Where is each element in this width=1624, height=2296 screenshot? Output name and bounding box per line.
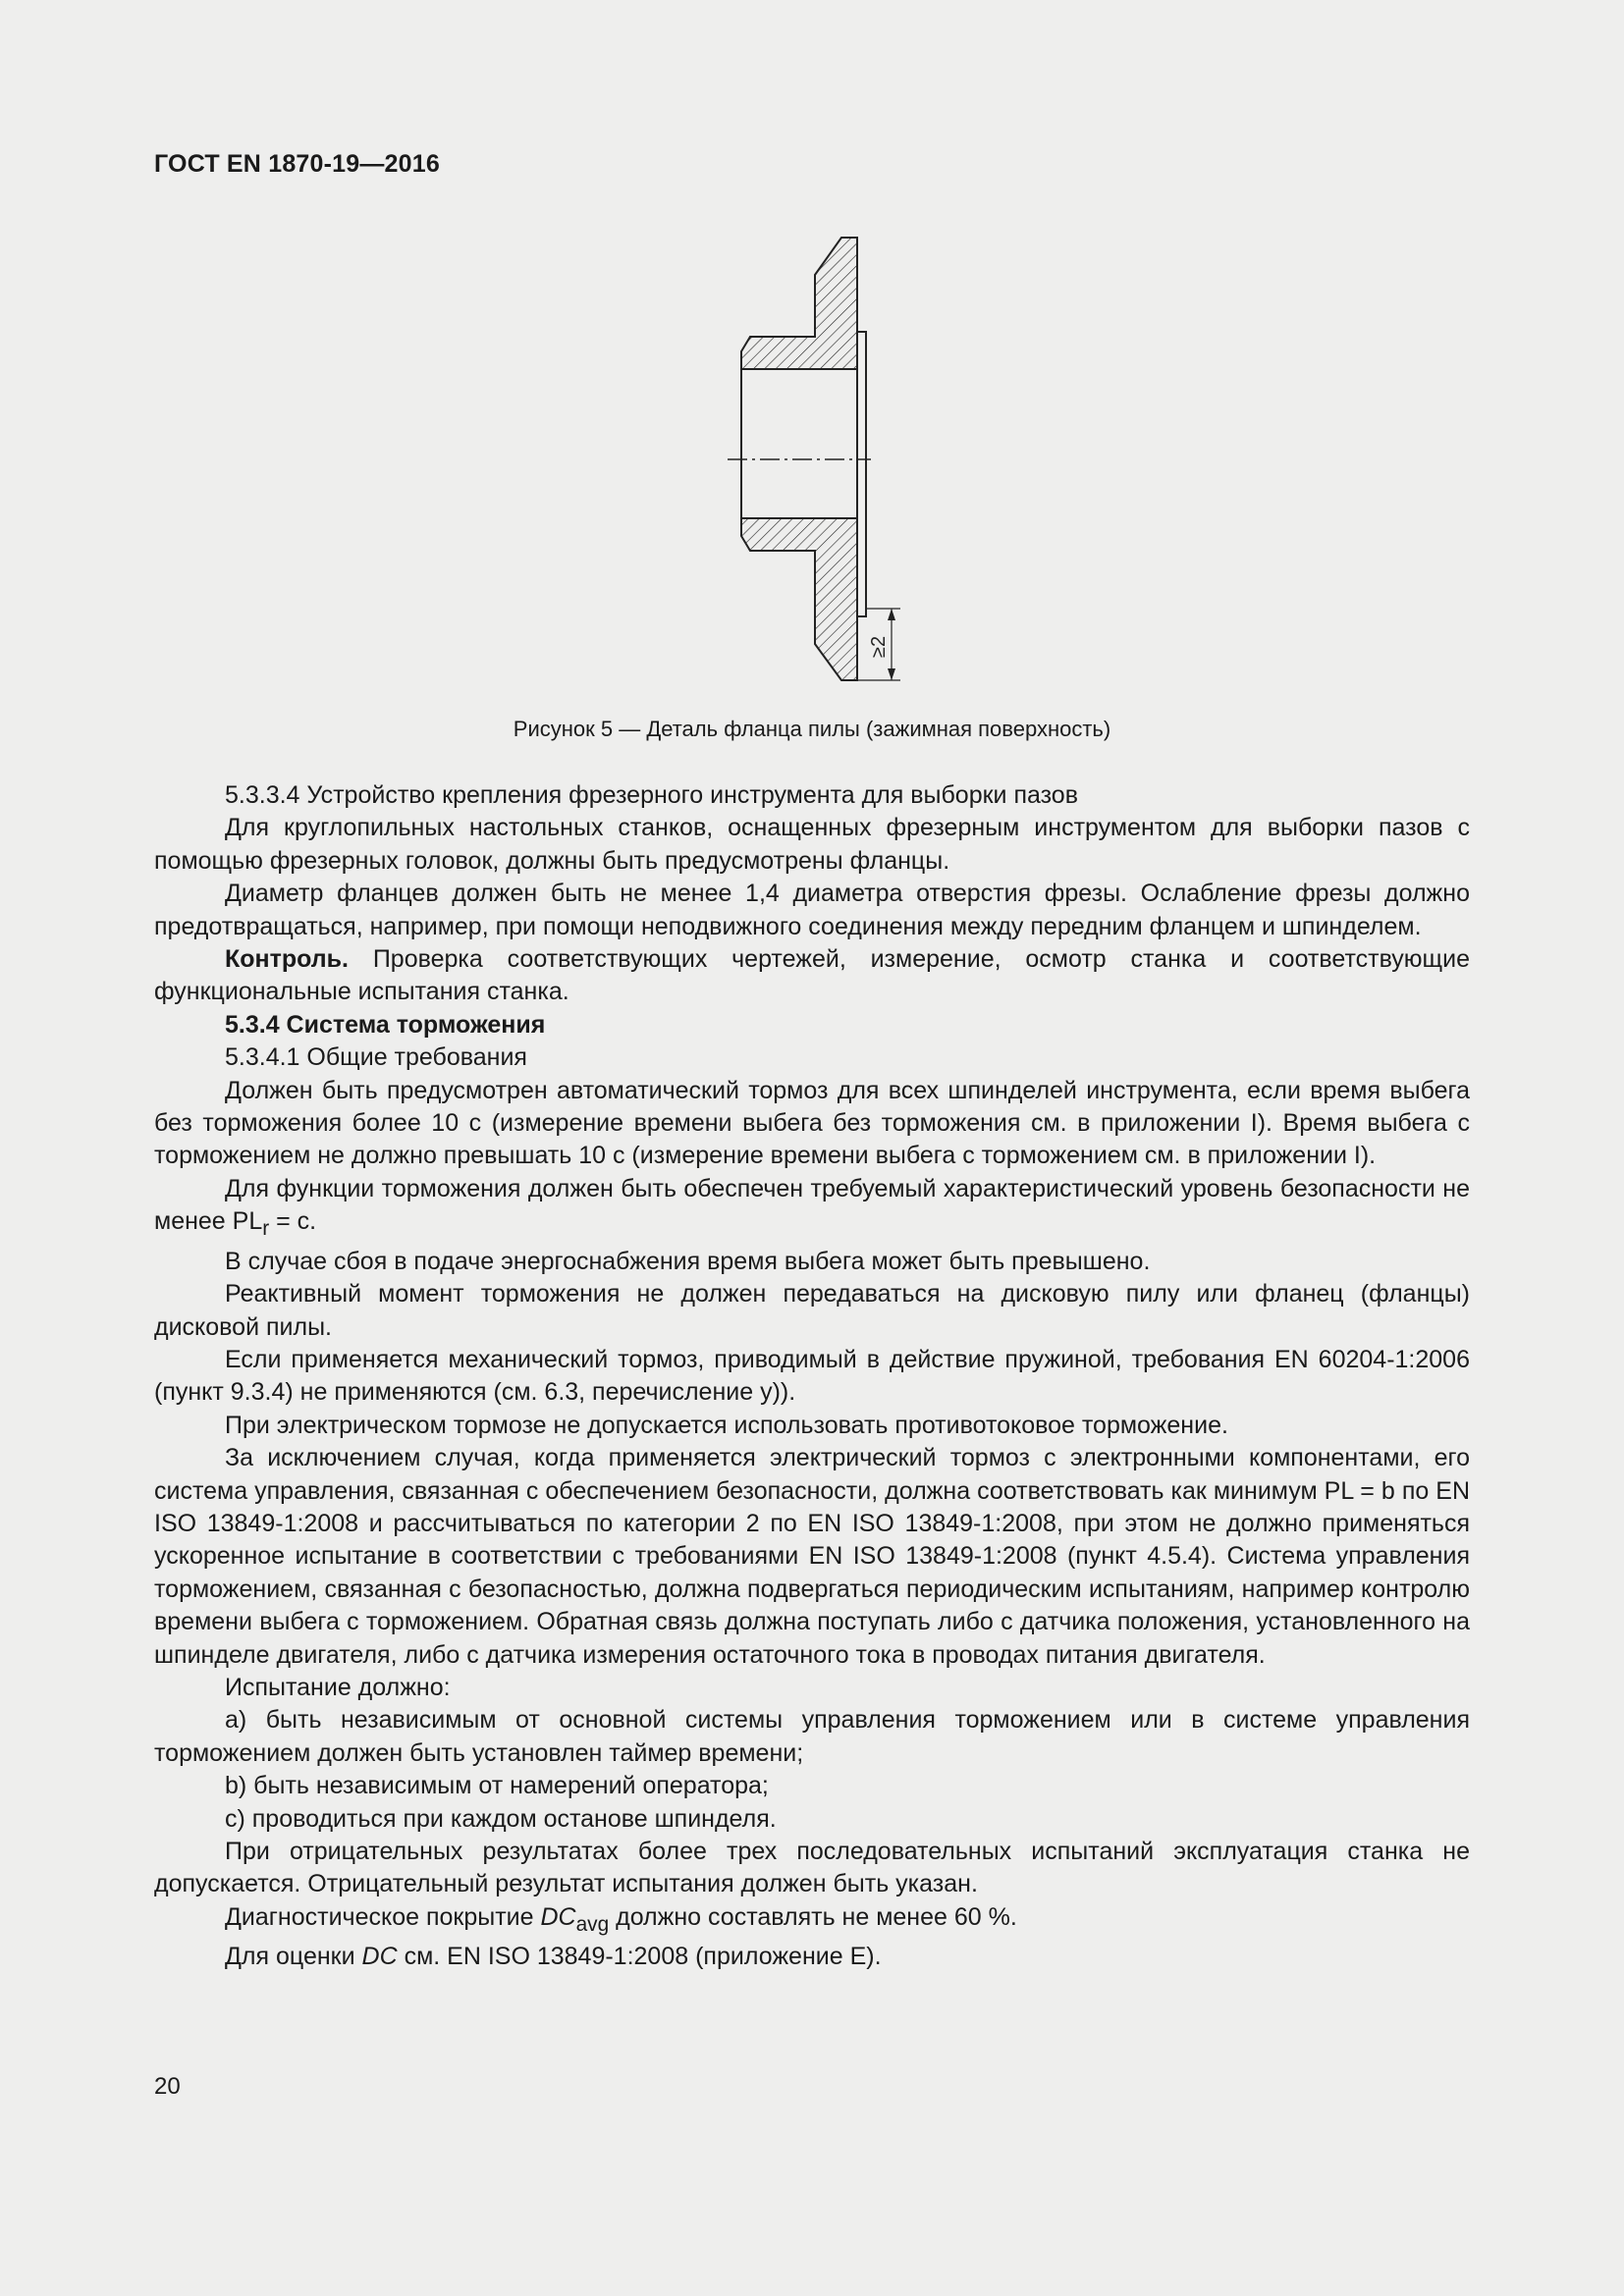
flange-figure [722, 234, 890, 685]
control-paragraph [154, 943, 1470, 1009]
paragraph: Для круглопильных настольных станков, оснащенных фрезерным инструментом для выборки пазов с помощью фрезерных головок, должны быть предусмотрены фланцы. [154, 814, 1470, 875]
list-item: c) проводиться при каждом останове шпинделя. [225, 1804, 777, 1833]
section-heading-5-3-4-1: 5.3.4.1 Общие требования [225, 1043, 527, 1072]
text-run: Диагностическое покрытие [225, 1902, 541, 1931]
paragraph: При отрицательных результатах более трех последовательных испытаний эксплуатация станка не допускается. Отрицательный результат испытания должен быть указан. [154, 1838, 1470, 1898]
paragraph [154, 1901, 1470, 1941]
text-run: должно составлять не менее 60 %. [609, 1902, 1017, 1931]
list-item: a) быть независимым от основной системы управления торможением или в системе управления торможением должен быть установлен таймер времени; [154, 1706, 1470, 1767]
paragraph: Реактивный момент торможения не должен передаваться на дисковую пилу или фланец (фланцы) дисковой пилы. [154, 1280, 1470, 1341]
figure-caption: Рисунок 5 — Деталь фланца пилы (зажимная поверхность) [513, 717, 1111, 741]
dc-symbol: DC [540, 1902, 576, 1931]
paragraph: Испытание должно: [225, 1673, 451, 1701]
document-body [154, 779, 1470, 1974]
document-header: ГОСТ EN 1870-19—2016 [154, 150, 440, 178]
text-run: Для оценки [225, 1943, 362, 1971]
text-run: Для функции торможения должен быть обеспечен требуемый характеристический уровень безопасности не менее PL [154, 1174, 1470, 1236]
section-heading-5-3-3-4: 5.3.3.4 Устройство крепления фрезерного инструмента для выборки пазов [225, 781, 1078, 809]
control-text: Проверка соответствующих чертежей, измерение, осмотр станка и соответствующие функциональные испытания станка. [154, 945, 1470, 1006]
paragraph [154, 1173, 1470, 1246]
paragraph: Диаметр фланцев должен быть не менее 1,4 диаметра отверстия фрезы. Ослабление фрезы должно предотвращаться, например, при помощи неподвижного соединения между передним фланцем и шпинделем. [154, 880, 1470, 940]
paragraph: При электрическом тормозе не допускается использовать противотоковое торможение. [225, 1411, 1228, 1439]
list-item: b) быть независимым от намерений оператора; [225, 1772, 769, 1800]
text-run: см. EN ISO 13849-1:2008 (приложение E). [397, 1943, 882, 1971]
subscript: avg [575, 1912, 610, 1936]
control-label: Контроль. [225, 945, 349, 974]
subscript: r [262, 1217, 270, 1241]
paragraph: Должен быть предусмотрен автоматический тормоз для всех шпинделей инструмента, если время выбега без торможения более 10 с (измерение времени выбега без торможения см. в приложении I). Время выбега с торможением не должно превышать 10 с (измерение времени выбега с торможением см. в приложении I). [154, 1076, 1470, 1170]
section-heading-5-3-4: 5.3.4 Система торможения [225, 1010, 546, 1039]
dc-symbol: DC [361, 1943, 398, 1971]
page-number: 20 [154, 2073, 181, 2100]
paragraph: В случае сбоя в подаче энергоснабжения время выбега может быть превышено. [225, 1247, 1151, 1275]
saw-flange-section-drawing-icon [722, 234, 890, 685]
text-run: = c. [269, 1207, 317, 1236]
paragraph [154, 1941, 1470, 1973]
paragraph: За исключением случая, когда применяется электрический тормоз с электронными компонентами, его система управления, связанная с обеспечением безопасности, должна соответствовать как минимум PL = b по EN ISO 13849-1:2008 и рассчитываться по категории 2 по EN ISO 13849-1:2008, при этом не должно применяться ускоренное испытание в соответствии с требованиями EN ISO 13849-1:2008 (пункт 4.5.4). Система управления торможением, связанная с безопасностью, должна подвергаться периодическим испытаниям, например контролю времени выбега с торможением. Обратная связь должна поступать либо с датчика положения, установленного на шпинделе двигателя, либо с датчика измерения остаточного тока в проводах питания двигателя. [154, 1444, 1470, 1669]
dimension-label: ≥2 [868, 635, 890, 658]
paragraph: Если применяется механический тормоз, приводимый в действие пружиной, требования EN 60204-1:2006 (пункт 9.3.4) не применяются (см. 6.3, перечисление у)). [154, 1345, 1470, 1407]
